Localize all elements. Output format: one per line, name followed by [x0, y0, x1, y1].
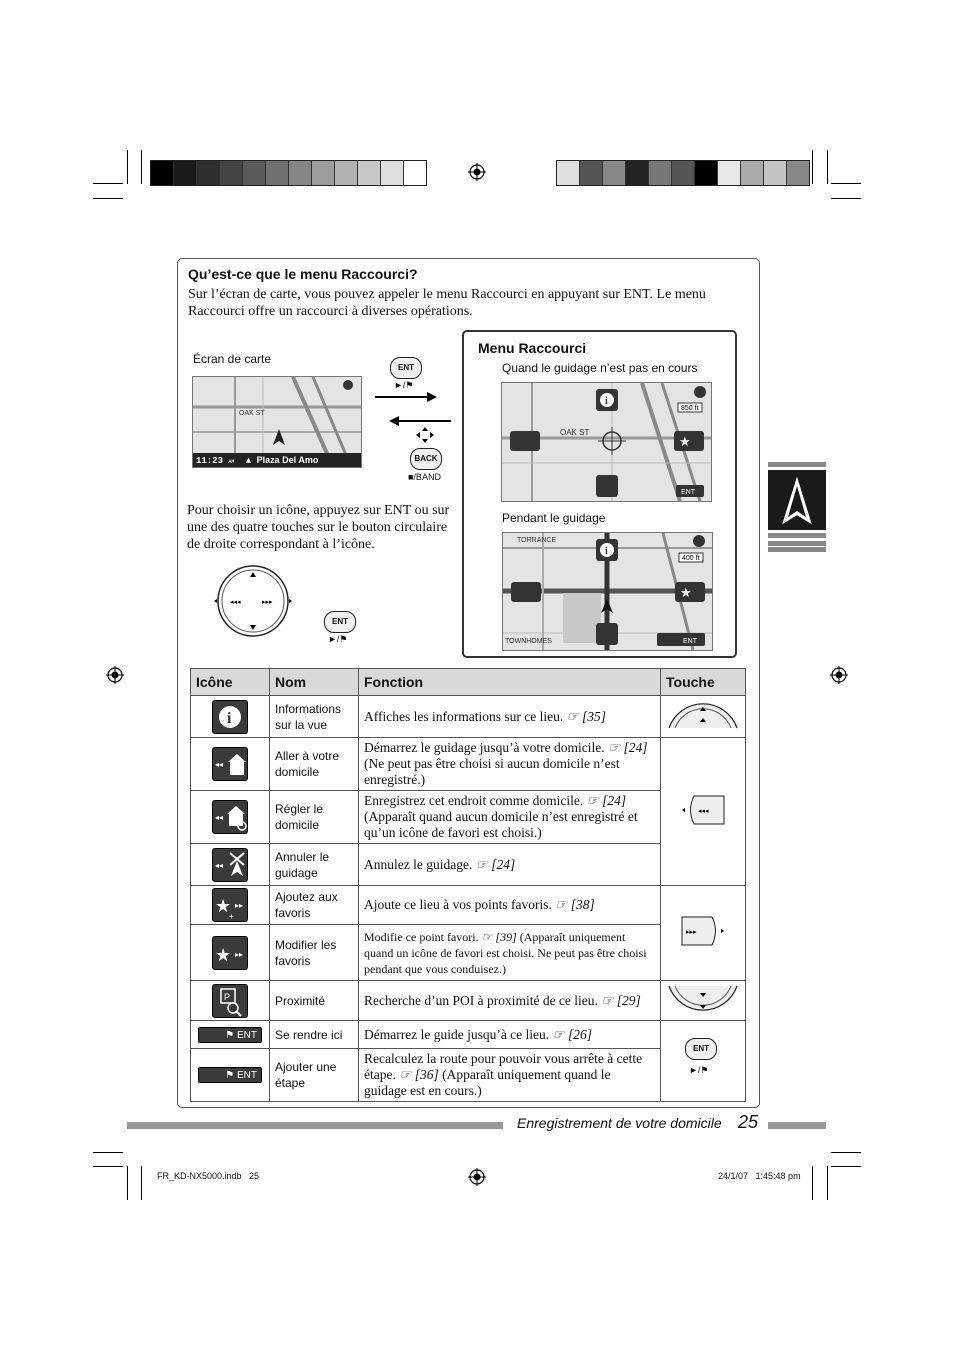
row-name: Modifier les favoris: [270, 925, 359, 981]
row-function: Enregistrez cet endroit comme domicile.: [364, 793, 584, 808]
play-label-secondary: ►/⚑: [328, 634, 348, 644]
crop-mark: [831, 1166, 861, 1167]
header-icone: Icône: [191, 669, 270, 696]
page-number: 25: [738, 1112, 759, 1132]
dial-top-key-icon: [667, 701, 739, 729]
color-swatch: [151, 161, 174, 185]
set-home-icon: [212, 800, 248, 834]
print-timestamp: 24/1/07 1:45:48 pm: [718, 1171, 801, 1181]
row-ref: ☞ [24]: [475, 856, 516, 872]
crop-mark: [93, 1152, 123, 1153]
map-time: 11:23: [196, 456, 224, 466]
color-swatch: [220, 161, 243, 185]
go-here-ent-icon: ⚑ ENT: [198, 1027, 262, 1043]
arrow-left-icon: [389, 415, 451, 427]
svg-text:★: ★: [680, 585, 692, 600]
color-swatch: [266, 161, 289, 185]
row-ref: ☞ [39]: [481, 929, 517, 944]
row-ref: ☞ [26]: [552, 1026, 593, 1042]
side-tab: [768, 470, 826, 530]
add-waypoint-ent-icon: ⚑ ENT: [198, 1067, 262, 1083]
menu-map-not-guiding: [501, 382, 712, 502]
crop-mark: [831, 198, 861, 199]
svg-text:TOWNHOMES: TOWNHOMES: [505, 638, 552, 645]
color-swatch: [557, 161, 580, 185]
row-extra: (Apparaît uniquement quand un icône de favori est choisi. Ne peut pas être choisi pendant que vous conduisez.): [364, 929, 647, 976]
row-function: Recalculez la route pour pouvoir vous arrête à cette étape.: [364, 1051, 643, 1082]
navigation-arrow-icon: [768, 470, 826, 530]
svg-text:◂◂: ◂◂: [215, 760, 224, 769]
registration-mark-icon: [830, 666, 848, 684]
add-favorite-icon: [212, 888, 248, 922]
row-ref: ☞ [24]: [586, 793, 627, 808]
row-name: Informations sur la vue: [270, 696, 359, 738]
menu-map-guiding: [502, 532, 713, 651]
crop-mark: [812, 150, 813, 184]
crop-mark: [812, 1166, 813, 1200]
crop-mark: [127, 150, 128, 184]
svg-text:i: i: [605, 546, 608, 557]
label-guiding: Pendant le guidage: [502, 511, 606, 525]
crop-mark: [127, 1166, 128, 1200]
color-swatch: [603, 161, 626, 185]
play-label: ►/⚑: [394, 380, 414, 390]
row-function: Modifie ce point favori.: [364, 929, 479, 944]
table-row: [191, 696, 746, 738]
registration-mark-icon: [106, 666, 124, 684]
band-label: ■/BAND: [408, 472, 441, 482]
color-swatch: [741, 161, 764, 185]
color-swatch: [626, 161, 649, 185]
color-swatch: [649, 161, 672, 185]
crop-mark: [93, 183, 123, 184]
row-ref: ☞ [35]: [566, 708, 607, 724]
color-swatch: [358, 161, 381, 185]
row-extra: (Apparaît uniquement quand le guidage est en cours.): [364, 1067, 611, 1098]
four-way-arrows-icon: [416, 427, 434, 443]
color-swatch: [381, 161, 404, 185]
registration-mark-icon: [468, 163, 486, 181]
crop-mark: [141, 150, 142, 184]
row-ref: ☞ [24]: [608, 740, 648, 755]
svg-text:◂◂◂: ◂◂◂: [230, 599, 241, 606]
section-intro: Sur l’écran de carte, vous pouvez appeler le menu Raccourci en appuyant sur ENT. Le menu Raccourci offre un raccourci à diverses opérations.: [188, 287, 706, 319]
dial-left-key-icon: [680, 794, 726, 826]
ent-button-secondary[interactable]: ENT: [324, 611, 356, 633]
color-swatch: [312, 161, 335, 185]
side-tab-stripe: [768, 547, 826, 552]
header-nom: Nom: [270, 669, 359, 696]
crop-mark: [831, 183, 861, 184]
row-name: Aller à votre domicile: [270, 738, 359, 791]
color-swatch: [764, 161, 787, 185]
svg-text:+: +: [229, 912, 234, 921]
color-swatch: [289, 161, 312, 185]
print-file-name: FR_KD-NX5000.indb 25: [157, 1171, 260, 1181]
svg-text:OAK ST: OAK ST: [239, 410, 265, 417]
svg-text:400 ft: 400 ft: [682, 555, 700, 562]
ent-button[interactable]: ENT: [390, 357, 422, 379]
crop-mark: [93, 1166, 123, 1167]
row-function: Annulez le guidage.: [364, 856, 473, 872]
svg-text:▸▸: ▸▸: [235, 949, 244, 959]
svg-text:◂◂: ◂◂: [215, 813, 224, 822]
row-function: Démarrez le guidage jusqu’à votre domicile.: [364, 740, 605, 755]
arrow-right-icon: [375, 391, 437, 403]
row-ref: ☞ [36]: [399, 1067, 439, 1082]
svg-text:TORRANCE: TORRANCE: [517, 537, 557, 544]
table-row: [191, 886, 746, 925]
svg-text:◂◂◂: ◂◂◂: [698, 807, 709, 815]
dial-right-key-icon: [680, 915, 726, 947]
svg-text:◂◂: ◂◂: [215, 860, 224, 870]
color-swatch: [197, 161, 220, 185]
color-swatch: [335, 161, 358, 185]
table-row: [191, 981, 746, 1021]
color-swatch: [787, 161, 809, 185]
color-swatch: [695, 161, 718, 185]
info-icon: [212, 700, 248, 734]
side-tab-stripe: [768, 541, 826, 546]
svg-text:ENT: ENT: [683, 638, 697, 645]
color-swatch: [404, 161, 426, 185]
circular-dial-icon: [212, 562, 294, 640]
map-streets: [503, 533, 712, 650]
map-time-suffix: AM: [228, 459, 235, 465]
color-swatch: [174, 161, 197, 185]
color-swatch: [672, 161, 695, 185]
footer-rule-right: [768, 1122, 826, 1129]
row-ref: ☞ [38]: [555, 897, 595, 912]
map-screen-label: Écran de carte: [193, 352, 272, 366]
svg-text:★: ★: [679, 434, 691, 449]
row-name: Se rendre ici: [270, 1021, 359, 1049]
color-calibration-bar-left: [150, 160, 427, 186]
row-name: Proximité: [270, 981, 359, 1021]
crop-mark: [93, 198, 123, 199]
row-function: Recherche d’un POI à proximité de ce lieu.: [364, 992, 598, 1008]
table-row: [191, 1021, 746, 1049]
registration-mark-icon: [468, 1168, 486, 1186]
map-streets: [502, 383, 711, 501]
map-status-bar: 11:23 AM ▲ Plaza Del Amo: [193, 453, 361, 467]
edit-favorite-icon: [212, 936, 248, 970]
crop-mark: [827, 150, 828, 184]
header-touche: Touche: [661, 669, 746, 696]
svg-text:★: ★: [215, 944, 232, 965]
ent-key-button[interactable]: ENT: [685, 1038, 717, 1060]
svg-text:★: ★: [215, 896, 232, 916]
color-swatch: [718, 161, 741, 185]
row-function: Ajoute ce lieu à vos points favoris.: [364, 897, 552, 912]
row-name: Annuler le guidage: [270, 844, 359, 886]
row-extra: (Ne peut pas être choisi si aucun domicile n’est enregistré.): [364, 756, 620, 787]
svg-text:▸▸▸: ▸▸▸: [262, 599, 273, 606]
svg-text:850 ft: 850 ft: [681, 405, 699, 412]
svg-text:▸▸: ▸▸: [235, 901, 244, 910]
back-button[interactable]: BACK: [410, 448, 442, 470]
svg-text:ENT: ENT: [681, 489, 695, 496]
shortcut-icon-table: [190, 668, 746, 1102]
color-calibration-bar-right: [556, 160, 810, 186]
dial-bottom-key-icon: [667, 985, 739, 1013]
map-street-name: Plaza Del Amo: [256, 455, 319, 465]
crop-mark: [827, 1166, 828, 1200]
map-screen: [192, 376, 362, 468]
play-key-label: ►/⚑: [689, 1065, 709, 1075]
side-tab-stripe: [768, 533, 826, 538]
color-swatch: [243, 161, 266, 185]
color-swatch: [580, 161, 603, 185]
section-title: Qu’est-ce que le menu Raccourci?: [188, 266, 418, 282]
row-ref: ☞ [29]: [601, 992, 641, 1008]
side-tab-stripe: [768, 462, 826, 467]
go-home-icon: [212, 747, 248, 781]
proximity-icon: [212, 984, 248, 1018]
menu-title: Menu Raccourci: [478, 340, 587, 356]
table-row: [191, 738, 746, 791]
label-not-guiding: Quand le guidage n’est pas en cours: [502, 361, 698, 375]
crop-mark: [141, 1166, 142, 1200]
cancel-guidance-icon: [212, 848, 248, 882]
row-name: Régler le domicile: [270, 791, 359, 844]
svg-text:i: i: [227, 709, 232, 727]
footer-rule-left: [127, 1122, 503, 1129]
row-function: Démarrez le guide jusqu’à ce lieu.: [364, 1026, 550, 1042]
row-extra: (Apparaît quand aucun domicile n’est enregistré et qu’un icône de favori est choisi.): [364, 809, 638, 840]
row-function: Affiches les informations sur ce lieu.: [364, 708, 564, 724]
row-name: Ajoutez aux favoris: [270, 886, 359, 925]
svg-text:i: i: [605, 396, 608, 407]
svg-text:▸▸▸: ▸▸▸: [686, 929, 697, 936]
row-name: Ajouter une étape: [270, 1049, 359, 1102]
choose-icon-instructions: Pour choisir un icône, appuyez sur ENT ou sur une des quatre touches sur le bouton circulaire de droite correspondant à l’icône.: [187, 503, 450, 552]
header-fonction: Fonction: [359, 669, 661, 696]
crop-mark: [831, 1152, 861, 1153]
svg-text:P: P: [224, 991, 231, 1002]
svg-text:OAK ST: OAK ST: [560, 428, 590, 437]
footer-section-title: Enregistrement de votre domicile: [517, 1115, 722, 1131]
